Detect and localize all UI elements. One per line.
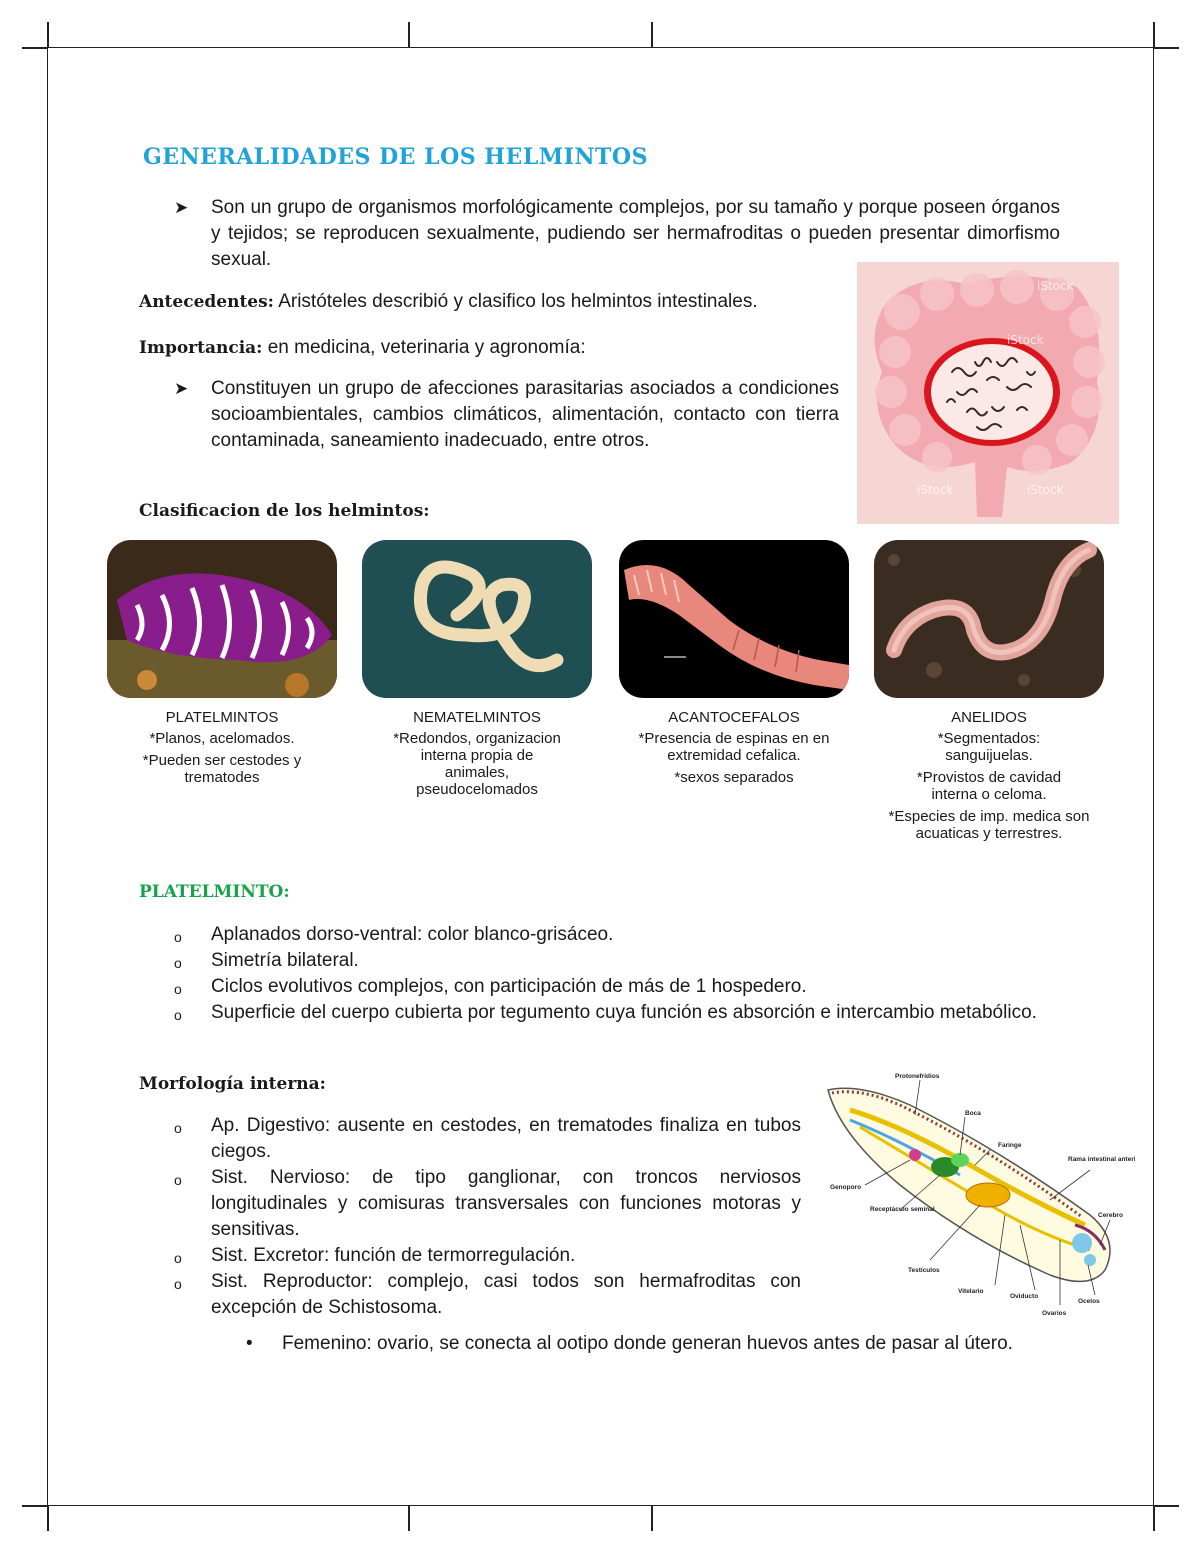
label-vitelario: Vitelario xyxy=(958,1288,984,1295)
clasificacion-heading: Clasificacion de los helmintos: xyxy=(139,501,430,521)
label-cerebro: Cerebro xyxy=(1098,1212,1123,1219)
label-receptaculo: Receptáculo seminal xyxy=(870,1206,935,1213)
page-title: GENERALIDADES DE LOS HELMINTOS xyxy=(143,144,648,170)
anelidos-caption xyxy=(864,709,1114,847)
morfologia-heading: Morfología interna: xyxy=(139,1074,326,1094)
list-item: o Aplanados dorso-ventral: color blanco-grisáceo. xyxy=(174,924,614,945)
label-ocelos: Ocelos xyxy=(1078,1298,1100,1305)
group-line: *Presencia de espinas en en extremidad cefalica. xyxy=(638,730,830,764)
group-line: *Provistos de cavidad interna o celoma. xyxy=(916,769,1062,803)
list-item: o Sist. Excretor: función de termorregulación. xyxy=(174,1245,576,1266)
acantocefalos-photo xyxy=(619,540,849,698)
list-item: o Sist. Reproductor: complejo, casi todos son hermafroditas con excepción de Schistosoma. xyxy=(174,1271,801,1318)
acantocefalos-caption xyxy=(609,709,859,791)
arrow-bullet-icon: ➤ xyxy=(174,198,189,217)
sub-list-item: • Femenino: ovario, se conecta al ootipo donde generan huevos antes de pasar al útero. xyxy=(282,1331,1059,1357)
nematelmintos-caption xyxy=(352,709,602,803)
anelidos-photo xyxy=(874,540,1104,698)
label-oviducto: Oviducto xyxy=(1010,1293,1039,1300)
group-line: *sexos separados xyxy=(674,769,794,786)
list-item: o Ciclos evolutivos complejos, con participación de más de 1 hospedero. xyxy=(174,976,807,997)
antecedentes-line xyxy=(139,289,859,315)
morfologia-list xyxy=(174,1113,801,1321)
platelminto-heading: PLATELMINTO: xyxy=(139,882,290,902)
antecedentes-label: Antecedentes: xyxy=(139,292,274,312)
arrow-bullet-icon: ➤ xyxy=(174,379,189,398)
label-genoporo: Genoporo xyxy=(830,1184,862,1191)
label-protonefridios: Protonefridios xyxy=(895,1073,940,1080)
label-boca: Boca xyxy=(965,1110,981,1117)
group-name: NEMATELMINTOS xyxy=(413,709,541,726)
platelmintos-caption xyxy=(97,709,347,791)
bullet-dot-icon: • xyxy=(246,1333,253,1354)
group-line: *Planos, acelomados. xyxy=(149,730,295,747)
watermark-text: iStock xyxy=(1027,483,1064,497)
importancia-line xyxy=(139,335,859,361)
platelminto-list xyxy=(174,922,1059,1026)
label-testiculos: Testículos xyxy=(908,1267,940,1274)
list-item: o Superficie del cuerpo cubierta por tegumento cuya función es absorción e intercambio metabólico. xyxy=(174,1002,1037,1023)
intestine-worms-image xyxy=(857,262,1119,524)
label-rama: Rama intestinal anterior xyxy=(1068,1156,1135,1163)
list-item: o Ap. Digestivo: ausente en cestodes, en trematodes finaliza en tubos ciegos. xyxy=(174,1115,801,1162)
importancia-label: Importancia: xyxy=(139,338,263,358)
watermark-text: iStock xyxy=(917,483,954,497)
constituyen-paragraph xyxy=(174,376,839,454)
antecedentes-text: Aristóteles describió y clasifico los helmintos intestinales. xyxy=(273,291,758,312)
nematelmintos-photo xyxy=(362,540,592,698)
group-name: ANELIDOS xyxy=(951,709,1027,726)
flatworm-anatomy-diagram xyxy=(820,1065,1135,1325)
platelmintos-photo xyxy=(107,540,337,698)
importancia-text: en medicina, veterinaria y agronomía: xyxy=(262,337,586,358)
group-name: PLATELMINTOS xyxy=(165,709,279,726)
constituyen-text: Constituyen un grupo de afecciones parasitarias asociados a condiciones socioambientales, cambios climáticos, alimentación, contacto con tierra contaminada, saneamiento inadecuado, entre otros. xyxy=(211,378,839,451)
watermark-text: iStock xyxy=(1037,279,1074,293)
group-line: *Segmentados: sanguijuelas. xyxy=(937,730,1041,764)
group-name: ACANTOCEFALOS xyxy=(668,709,800,726)
group-line: *Pueden ser cestodes y trematodes xyxy=(142,752,302,786)
group-line: *Redondos, organizacion interna propia de animales, pseudocelomados xyxy=(393,730,561,798)
label-ovarios: Ovarios xyxy=(1042,1310,1067,1317)
list-item: o Simetría bilateral. xyxy=(174,950,359,971)
watermark-text: iStock xyxy=(1007,333,1044,347)
intro-text: Son un grupo de organismos morfológicamente complejos, por su tamaño y porque poseen órganos y tejidos; se reproducen sexualmente, pudiendo ser hermafroditas o pueden presentar dimorfismo sexual. xyxy=(211,197,1060,270)
group-line: *Especies de imp. medica son acuaticas y terrestres. xyxy=(888,808,1090,842)
list-item: o Sist. Nervioso: de tipo ganglionar, con troncos nerviosos longitudinales y comisuras transversales con funciones motoras y sensitivas. xyxy=(174,1167,801,1240)
label-faringe: Faringe xyxy=(998,1142,1022,1149)
